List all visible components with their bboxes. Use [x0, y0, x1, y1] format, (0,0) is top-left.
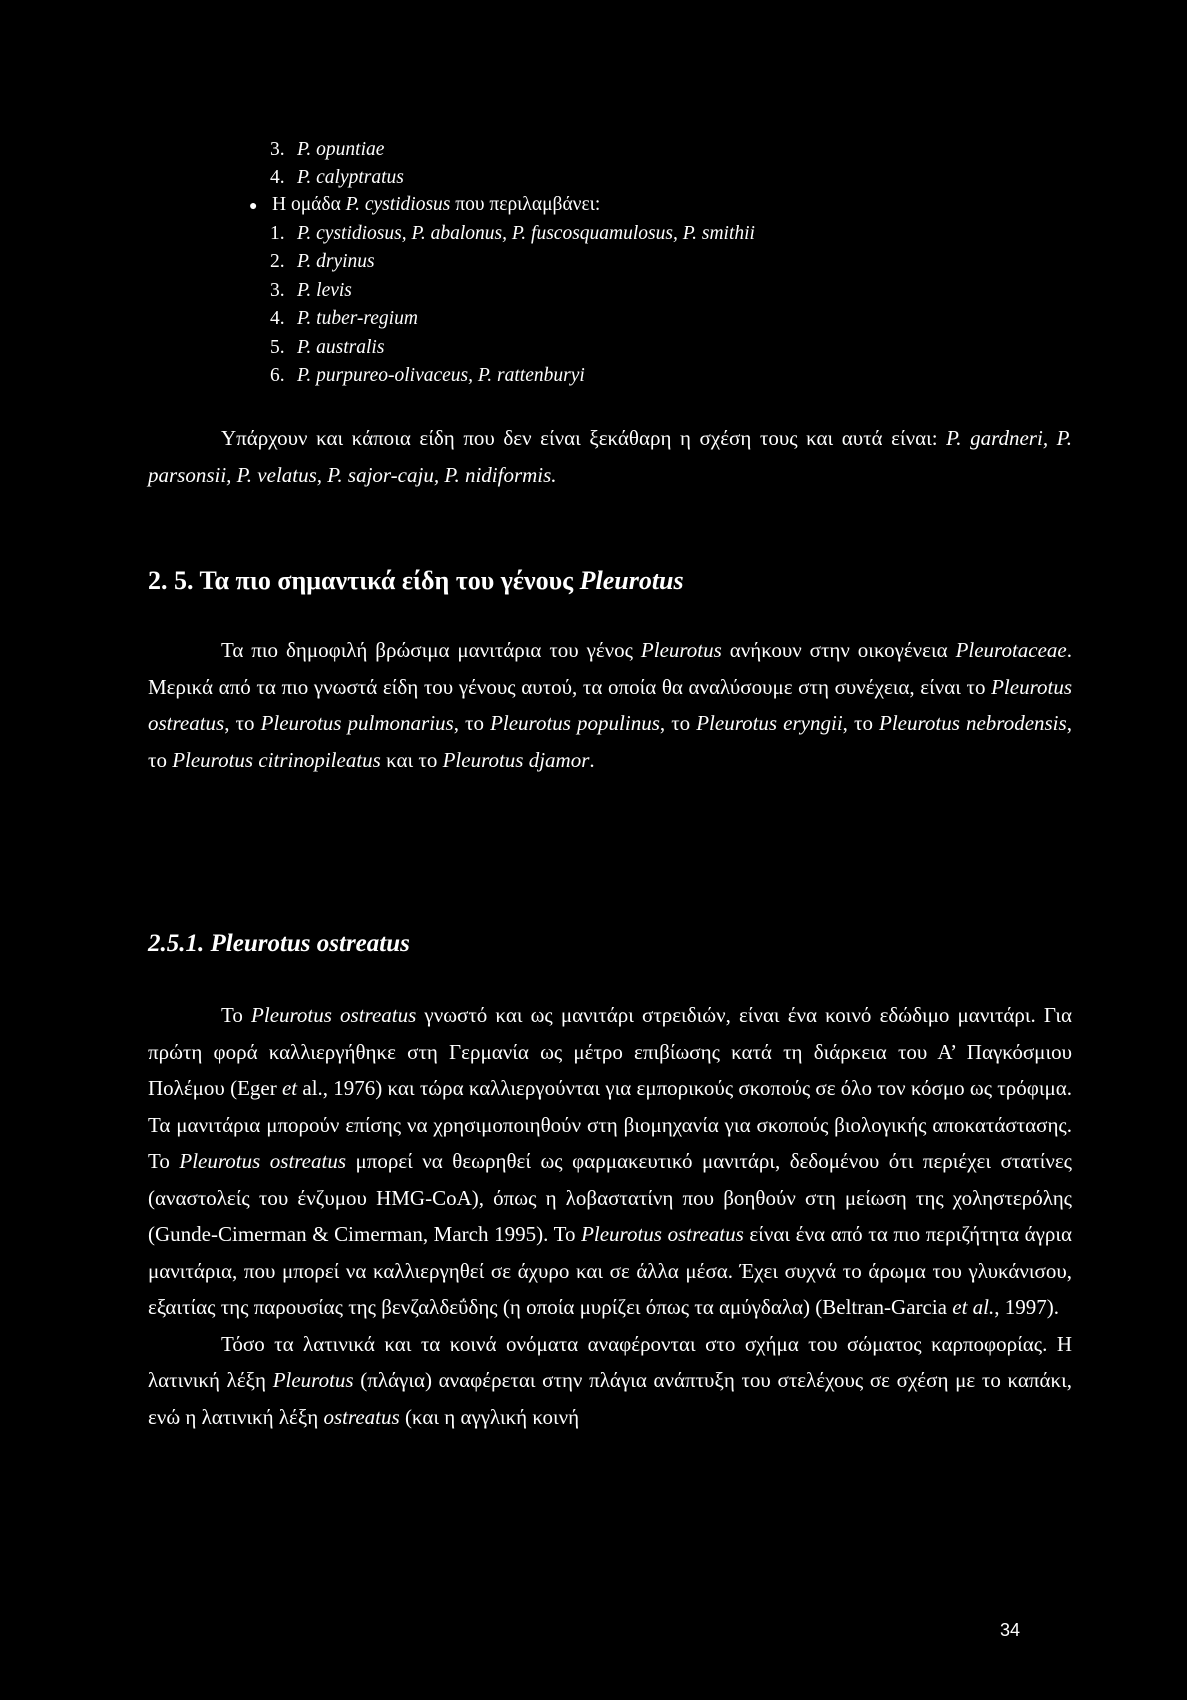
species-name: Pleurotus populinus [490, 711, 660, 735]
family-name: Pleurotaceae [955, 638, 1067, 662]
subsection-number: 2.5.1. [148, 930, 205, 957]
section-title-genus: Pleurotus [579, 566, 684, 595]
text-run: (και η αγγλική κοινή [399, 1404, 580, 1429]
species-name: Pleurotus [640, 638, 722, 662]
section-title: Τα πιο σημαντικά είδη του γένους [193, 566, 580, 595]
list-item: P. calyptratus [297, 167, 404, 188]
text-run: , το [148, 711, 1072, 772]
text-run: , το [842, 711, 880, 735]
list-number: 4. [270, 167, 285, 188]
text-run: ανήκουν στην οικογένεια [721, 638, 956, 662]
text-run: μπορεί να θεωρηθεί ως φαρμακευτικό μανιτάρι, δεδομένου ότι περιέχει στατίνες (αναστολείς του ένζυμου HMG-CoA), όπως η λοβαστατίνη που βοηθούν στη μείωση της χοληστερόλης (Gunde-Cimerman & Cimerman, March 1995). Το [148, 1149, 1072, 1246]
text-run: (πλάγια) αναφέρεται στην πλάγια ανάπτυξη του στελέχους σε σχέση με το καπάκι, ενώ η λατινική λέξη [148, 1368, 1072, 1429]
text-run: , το [453, 711, 491, 735]
bullet-lead-species: P. cystidiosus [345, 194, 451, 215]
bullet-item [272, 191, 600, 220]
list-number: 3. [270, 280, 285, 301]
paragraph-text: Υπάρχουν και κάποια είδη που δεν είναι ξεκάθαρη η σχέση τους και αυτά είναι: [221, 426, 947, 450]
subsection-heading [148, 930, 410, 958]
list-item: P. dryinus [297, 251, 375, 272]
list-item: P. cystidiosus, P. abalonus, P. fuscosquamulosus, P. smithii [297, 223, 755, 244]
species-name: Pleurotus ostreatus [179, 1149, 346, 1173]
text-run: , 1997). [994, 1295, 1060, 1319]
list-number: 5. [270, 337, 285, 358]
list-number: 2. [270, 251, 285, 272]
list-item: P. opuntiae [297, 139, 385, 160]
page-number: 34 [1000, 1620, 1021, 1640]
list-item: P. purpureo-olivaceus, P. rattenburyi [297, 365, 585, 386]
text-run: , το [659, 711, 697, 735]
list-number: 3. [270, 139, 285, 160]
list-number: 1. [270, 223, 285, 244]
citation-italic: et al. [952, 1295, 995, 1319]
species-name: Pleurotus ostreatus [148, 674, 1072, 735]
subsection-title: Pleurotus ostreatus [204, 930, 410, 957]
section-heading [148, 566, 684, 596]
ostreatus-paragraph [148, 997, 1072, 1435]
species-name: Pleurotus [272, 1368, 354, 1392]
species-name: Pleurotus eryngii [696, 711, 843, 735]
list-item: P. levis [297, 280, 352, 301]
species-name: Pleurotus ostreatus [251, 1003, 417, 1027]
text-run: al., 1976) και τώρα καλλιεργούνται για εμπορικούς σκοπούς σε όλο τον κόσμο ως τρόφιμα. Τα μανιτάρια μπορούν επίσης να χρησιμοποιηθούν στη βιομηχανία για σκοπούς βιολογικής αποκατάστασης. Το [148, 1076, 1072, 1173]
text-run: , το [224, 711, 261, 735]
bullet-lead: Η ομάδα [272, 194, 346, 215]
unclear-species-paragraph [148, 420, 1072, 493]
species-name: Pleurotus citrinopileatus [172, 747, 381, 772]
list-item: P. australis [297, 337, 385, 358]
species-name: ostreatus [323, 1404, 400, 1429]
text-run: Τα πιο δημοφιλή βρώσιμα μανιτάρια του γένος [221, 638, 641, 662]
citation-italic: et [281, 1076, 298, 1100]
text-run: . Μερικά από τα πιο γνωστά είδη του γένους αυτού, τα οποία θα αναλύσουμε στη συνέχεια, είναι το [148, 638, 1072, 699]
species-name: Pleurotus djamor [442, 747, 590, 772]
list-item: P. tuber-regium [297, 308, 418, 329]
text-run: Τόσο τα λατινικά και τα κοινά ονόματα αναφέρονται στο σχήμα του σώματος καρποφορίας. Η λατινική λέξη [148, 1331, 1072, 1392]
species-names: P. gardneri, P. parsonsii, P. velatus, P. sajor-caju, P. nidiformis. [148, 426, 1073, 487]
species-name: Pleurotus pulmonarius [260, 711, 454, 735]
bullet-lead-tail: που περιλαμβάνει: [450, 194, 601, 215]
species-name: Pleurotus ostreatus [581, 1222, 744, 1246]
text-run: . [589, 747, 595, 772]
species-paragraph [148, 632, 1072, 778]
text-run: είναι ένα από τα πιο περιζήτητα άγρια μανιτάρια, που μπορεί να καλλιεργηθεί σε άχυρο και σε άλλα μέσα. Έχει συχνά το άρωμα του γλυκάνισου, εξαιτίας της παρουσίας της βενζαλδεΰδης (η οποία μυρίζει όπως τα αμύγδαλα) (Beltran-Garcia [148, 1222, 1072, 1319]
text-run: και το [380, 747, 443, 772]
text-run: γνωστό και ως μανιτάρι στρειδιών, είναι ένα κοινό εδώδιμο μανιτάρι. Για πρώτη φορά καλλιεργήθηκε στη Γερμανία ως μέτρο επιβίωσης κατά τη διάρκεια του Α’ Παγκόσμιου Πολέμου (Eger [148, 1003, 1072, 1100]
bullet-icon: ● [249, 199, 258, 214]
list-number: 6. [270, 365, 285, 386]
species-name: Pleurotus nebrodensis [879, 711, 1067, 735]
text-run: Το [221, 1003, 252, 1027]
list-number: 4. [270, 308, 285, 329]
section-number: 2. 5. [148, 566, 194, 595]
